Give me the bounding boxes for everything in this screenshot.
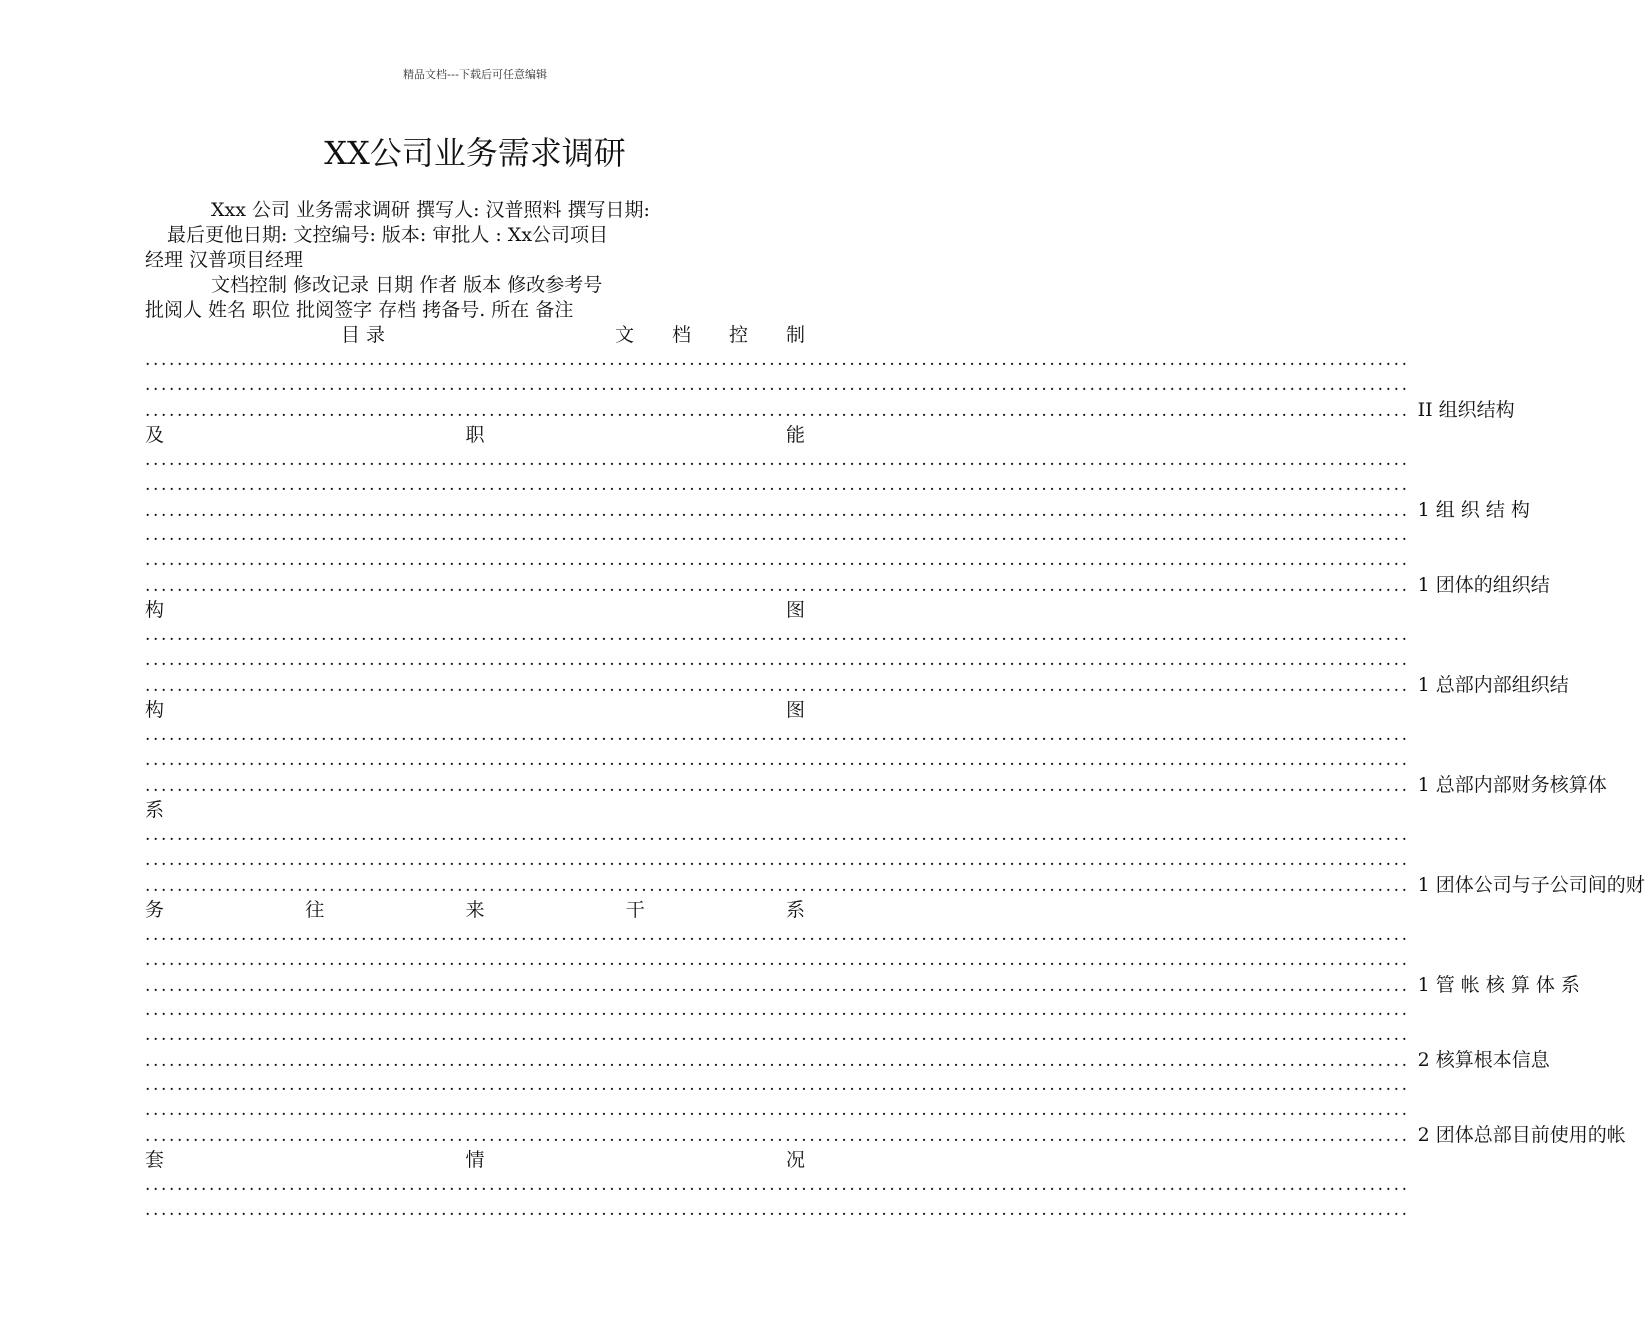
toc-heading-char: 档 xyxy=(671,324,691,346)
toc-entry-char: 来 xyxy=(465,899,485,921)
toc-entry-char: 图 xyxy=(785,599,805,621)
dot-leader: .............................................................................................................................................................. xyxy=(145,375,1410,395)
dot-leader: .............................................................................................................................................................. xyxy=(145,750,1410,770)
toc-entry-continuation xyxy=(145,698,805,723)
dot-leader: .............................................................................................................................................................. xyxy=(145,650,1410,670)
toc-entry-label: 1 团体的组织结 xyxy=(1417,574,1550,596)
dot-leader: .............................................................................................................................................................. xyxy=(145,350,1410,370)
dot-leader: .............................................................................................................................................................. xyxy=(145,1075,1410,1095)
meta-line-2: 最后更他日期: 文控编号: 版本: 审批人 : Xx公司项目 xyxy=(167,224,609,246)
toc-entry-char: 往 xyxy=(305,899,325,921)
dot-leader: .............................................................................................................................................................. xyxy=(145,850,1410,870)
meta-line-4: 文档控制 修改记录 日期 作者 版本 修改参考号 xyxy=(211,274,603,296)
page-header: 精品文档---下载后可任意编辑 xyxy=(403,68,547,81)
dot-leader: .............................................................................................................................................................. xyxy=(145,1200,1410,1220)
dot-leader: .............................................................................................................................................................. xyxy=(145,525,1410,545)
toc-entry[interactable] xyxy=(145,773,1607,798)
toc-heading-left: 目 录 xyxy=(341,324,386,346)
toc-entry-continuation xyxy=(145,798,805,823)
dot-leader: .............................................................................................................................................................. xyxy=(145,1051,1410,1071)
toc-heading-char: 文 xyxy=(615,324,635,346)
dot-leader: .............................................................................................................................................................. xyxy=(145,576,1410,596)
toc-entry-char: 构 xyxy=(145,599,165,621)
toc-entry[interactable] xyxy=(145,973,1580,998)
toc-entry-char: 套 xyxy=(145,1149,165,1171)
dot-leader: .............................................................................................................................................................. xyxy=(145,401,1410,421)
dot-leader: .............................................................................................................................................................. xyxy=(145,1175,1410,1195)
toc-entry-char: 图 xyxy=(785,699,805,721)
dot-leader: .............................................................................................................................................................. xyxy=(145,475,1410,495)
dot-leader: .............................................................................................................................................................. xyxy=(145,450,1410,470)
meta-line-3: 经理 汉普项目经理 xyxy=(145,249,304,271)
dot-leader: .............................................................................................................................................................. xyxy=(145,950,1410,970)
toc-entry-char: 干 xyxy=(625,899,645,921)
toc-entry-char: 能 xyxy=(785,424,805,446)
dot-leader: .............................................................................................................................................................. xyxy=(145,1100,1410,1120)
toc-entry[interactable] xyxy=(145,1048,1550,1073)
toc-entry-label: 1 总部内部组织结 xyxy=(1417,674,1569,696)
toc-entry-label: 1 组 织 结 构 xyxy=(1417,499,1530,521)
toc-entry-char: 况 xyxy=(785,1149,805,1171)
toc-entry-char: 构 xyxy=(145,699,165,721)
dot-leader: .............................................................................................................................................................. xyxy=(145,776,1410,796)
dot-leader: .............................................................................................................................................................. xyxy=(145,725,1410,745)
meta-line-1: Xxx 公司 业务需求调研 撰写人: 汉普照料 撰写日期: xyxy=(211,199,650,221)
dot-leader: .............................................................................................................................................................. xyxy=(145,1126,1410,1146)
dot-leader: .............................................................................................................................................................. xyxy=(145,976,1410,996)
toc-entry-char: 系 xyxy=(145,799,165,821)
toc-entry-label: 1 管 帐 核 算 体 系 xyxy=(1417,974,1580,996)
dot-leader: .............................................................................................................................................................. xyxy=(145,925,1410,945)
toc-entry-continuation xyxy=(145,598,805,623)
toc-entry[interactable] xyxy=(145,673,1569,698)
toc-entry-continuation xyxy=(145,1148,805,1173)
dot-leader: .............................................................................................................................................................. xyxy=(145,1000,1410,1020)
toc-entry[interactable] xyxy=(145,873,1645,898)
dot-leader: .............................................................................................................................................................. xyxy=(145,825,1410,845)
toc-entry[interactable] xyxy=(145,1123,1626,1148)
dot-leader: .............................................................................................................................................................. xyxy=(145,1025,1410,1045)
toc-entry-char: 职 xyxy=(465,424,485,446)
toc-entry-char: 及 xyxy=(145,424,165,446)
toc-entry-continuation xyxy=(145,423,805,448)
document-title: XX公司业务需求调研 xyxy=(324,134,626,172)
toc-heading-right xyxy=(615,323,805,348)
meta-line-5: 批阅人 姓名 职位 批阅签字 存档 拷备号. 所在 备注 xyxy=(145,299,574,321)
toc-entry-label: 1 团体公司与子公司间的财 xyxy=(1417,874,1645,896)
toc-entry-char: 务 xyxy=(145,899,165,921)
toc-heading-char: 控 xyxy=(728,324,748,346)
toc-heading-char: 制 xyxy=(785,324,805,346)
toc-entry-label: 2 核算根本信息 xyxy=(1417,1049,1550,1071)
document-body xyxy=(145,198,1645,1223)
toc-entry-continuation xyxy=(145,898,805,923)
toc-entry[interactable] xyxy=(145,398,1515,423)
dot-leader: .............................................................................................................................................................. xyxy=(145,550,1410,570)
toc-entry[interactable] xyxy=(145,498,1530,523)
toc-heading xyxy=(145,323,805,348)
table-of-contents xyxy=(145,348,1645,1223)
dot-leader: .............................................................................................................................................................. xyxy=(145,625,1410,645)
toc-entry-label: 2 团体总部目前使用的帐 xyxy=(1417,1124,1626,1146)
dot-leader: .............................................................................................................................................................. xyxy=(145,876,1410,896)
toc-entry-label: II 组织结构 xyxy=(1417,399,1515,421)
dot-leader: .............................................................................................................................................................. xyxy=(145,676,1410,696)
toc-entry-char: 情 xyxy=(465,1149,485,1171)
toc-entry[interactable] xyxy=(145,573,1550,598)
toc-entry-char: 系 xyxy=(785,899,805,921)
toc-entry-label: 1 总部内部财务核算体 xyxy=(1417,774,1607,796)
dot-leader: .............................................................................................................................................................. xyxy=(145,501,1410,521)
